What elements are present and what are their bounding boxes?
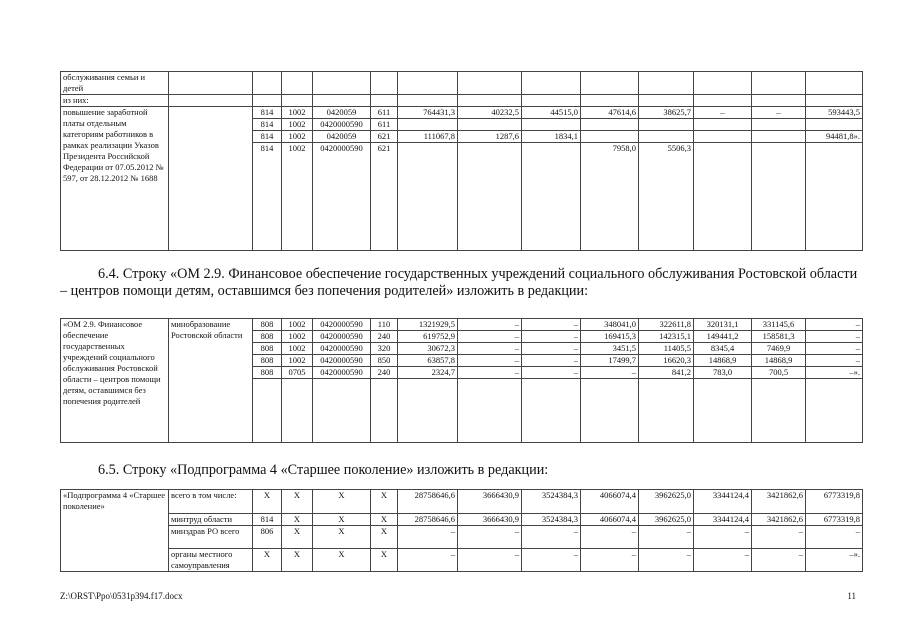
table-cell: – xyxy=(694,549,752,572)
table-cell: – xyxy=(806,319,863,331)
table-subprogram-4 xyxy=(60,489,863,572)
table-cell: 3344124,4 xyxy=(694,514,752,526)
table-cell: – xyxy=(806,355,863,367)
table-cell: 320 xyxy=(371,343,398,355)
sub-label: из них: xyxy=(61,95,169,107)
table-cell: 593443,5 xyxy=(806,107,863,119)
table-cell: X xyxy=(282,526,313,549)
table-om-2-9 xyxy=(60,318,863,443)
table-cell: X xyxy=(371,514,398,526)
table-cell: 111067,8 xyxy=(398,131,458,143)
table-cell: – xyxy=(806,343,863,355)
table-cell: – xyxy=(806,526,863,549)
row-label: «ОМ 2.9. Финансовое обеспечение государственных учреждений социального обслуживания Ростовской области – центров помощи детям, оставшимся без попечения родителей xyxy=(61,319,169,443)
table-cell: – xyxy=(522,526,581,549)
table-cell: X xyxy=(282,514,313,526)
table-cell: 814 xyxy=(253,107,282,119)
table-cell: 3421862,6 xyxy=(752,514,806,526)
table-cell: 6773319,8 xyxy=(806,490,863,514)
table-cell: 783,0 xyxy=(694,367,752,379)
table-cell: 0420000590 xyxy=(313,355,371,367)
table-cell: 28758646,6 xyxy=(398,514,458,526)
table-cell: 7469,9 xyxy=(752,343,806,355)
table-row xyxy=(61,526,863,549)
table-cell: 850 xyxy=(371,355,398,367)
table-cell: 240 xyxy=(371,367,398,379)
table-cell: 348041,0 xyxy=(581,319,639,331)
table-cell: 621 xyxy=(371,131,398,143)
table-cell: – xyxy=(458,319,522,331)
table-cell xyxy=(398,143,458,251)
page-number: 11 xyxy=(847,591,856,601)
table-cell: – xyxy=(581,367,639,379)
row-label: «Подпрограмма 4 «Старшее поколение» xyxy=(61,490,169,572)
table-cell: X xyxy=(313,549,371,572)
table-cell: – xyxy=(458,343,522,355)
table-cell: 0705 xyxy=(282,367,313,379)
table-cell xyxy=(806,119,863,131)
table-cell: 94481,8». xyxy=(806,131,863,143)
table-cell: X xyxy=(282,490,313,514)
table-cell: 14868,9 xyxy=(694,355,752,367)
row-name: органы местного самоуправления xyxy=(169,549,253,572)
table-cell: 619752,9 xyxy=(398,331,458,343)
table-cell: 38625,7 xyxy=(639,107,694,119)
table-cell: 814 xyxy=(253,143,282,251)
table-cell: – xyxy=(458,355,522,367)
table-cell xyxy=(752,143,806,251)
table-cell xyxy=(398,119,458,131)
table-cell: 1002 xyxy=(282,119,313,131)
table-cell: – xyxy=(522,355,581,367)
table-cell: 621 xyxy=(371,143,398,251)
table-cell: 1002 xyxy=(282,331,313,343)
table-cell: 814 xyxy=(253,514,282,526)
table-cell: 0420000590 xyxy=(313,119,371,131)
table-cell: 322611,8 xyxy=(639,319,694,331)
table-cell: 14868,9 xyxy=(752,355,806,367)
table-continuation xyxy=(60,71,863,251)
table-cell: 0420059 xyxy=(313,107,371,119)
table-cell: 814 xyxy=(253,131,282,143)
table-cell xyxy=(806,143,863,251)
table-cell: 6773319,8 xyxy=(806,514,863,526)
row-description: повышение заработной платы отдельным категориям работников в рамках реализации Указов Президента Российской Федерации от 07.05.2012 № 597, от 28.12.2012 № 1688 xyxy=(61,107,169,251)
table-cell: – xyxy=(522,343,581,355)
table-cell: 3524384,3 xyxy=(522,490,581,514)
table-cell: 8345,4 xyxy=(694,343,752,355)
table-cell: – xyxy=(522,331,581,343)
table-cell: – xyxy=(398,526,458,549)
table-cell: – xyxy=(458,549,522,572)
table-cell: 0420059 xyxy=(313,131,371,143)
table-cell xyxy=(694,119,752,131)
table-cell: – xyxy=(752,107,806,119)
table-cell: 0420000590 xyxy=(313,331,371,343)
table-row xyxy=(61,107,863,119)
table-cell: 16620,3 xyxy=(639,355,694,367)
table-row xyxy=(61,319,863,331)
table-cell xyxy=(694,143,752,251)
table-cell: 4066074,4 xyxy=(581,514,639,526)
table-cell: 808 xyxy=(253,355,282,367)
table-cell: X xyxy=(253,490,282,514)
table-cell: 1002 xyxy=(282,319,313,331)
table-cell: 1002 xyxy=(282,355,313,367)
table-cell xyxy=(639,131,694,143)
table-cell: – xyxy=(694,107,752,119)
table-cell: – xyxy=(639,526,694,549)
table-cell: 240 xyxy=(371,331,398,343)
table-row xyxy=(61,490,863,514)
table-cell: X xyxy=(313,490,371,514)
table-cell: X xyxy=(371,526,398,549)
table-cell: 0420000590 xyxy=(313,343,371,355)
table-cell: 28758646,6 xyxy=(398,490,458,514)
table-cell: 808 xyxy=(253,367,282,379)
table-cell xyxy=(522,119,581,131)
table-cell: 110 xyxy=(371,319,398,331)
table-cell: X xyxy=(371,490,398,514)
table-cell: 611 xyxy=(371,119,398,131)
table-cell: 3666430,9 xyxy=(458,490,522,514)
table-cell: – xyxy=(694,526,752,549)
table-cell: – xyxy=(639,549,694,572)
table-cell: 700,5 xyxy=(752,367,806,379)
table-cell: 3524384,3 xyxy=(522,514,581,526)
table-cell: 0420000590 xyxy=(313,143,371,251)
table-cell: 1321929,5 xyxy=(398,319,458,331)
row-name: минздрав РО всего xyxy=(169,526,253,549)
table-cell xyxy=(458,119,522,131)
table-cell: 142315,1 xyxy=(639,331,694,343)
table-cell: 1834,1 xyxy=(522,131,581,143)
table-cell: – xyxy=(398,549,458,572)
table-cell: –». xyxy=(806,549,863,572)
table-cell: –». xyxy=(806,367,863,379)
table-cell: – xyxy=(806,331,863,343)
table-cell: 63857,8 xyxy=(398,355,458,367)
table-cell: 1002 xyxy=(282,107,313,119)
table-cell: X xyxy=(313,514,371,526)
table-cell: 3962625,0 xyxy=(639,490,694,514)
row-name: всего в том числе: xyxy=(169,490,253,514)
table-cell: 2324,7 xyxy=(398,367,458,379)
table-cell: 47614,6 xyxy=(581,107,639,119)
section-heading-6-5: 6.5. Строку «Подпрограмма 4 «Старшее поколение» изложить в редакции: xyxy=(98,462,549,478)
table-cell: – xyxy=(581,549,639,572)
table-cell: – xyxy=(522,367,581,379)
table-cell: 40232,5 xyxy=(458,107,522,119)
table-cell: 0420000590 xyxy=(313,319,371,331)
table-cell: 1002 xyxy=(282,131,313,143)
table-cell xyxy=(522,143,581,251)
row-label: обслуживания семьи и детей xyxy=(61,72,169,95)
table-cell: X xyxy=(371,549,398,572)
responsible-org: минобразование Ростовской области xyxy=(169,319,253,443)
table-cell: 3451,5 xyxy=(581,343,639,355)
table-cell: 1002 xyxy=(282,143,313,251)
table-cell: 7958,0 xyxy=(581,143,639,251)
table-cell: 4066074,4 xyxy=(581,490,639,514)
table-row xyxy=(61,549,863,572)
table-cell: 149441,2 xyxy=(694,331,752,343)
table-cell: – xyxy=(458,367,522,379)
table-cell xyxy=(752,131,806,143)
table-cell: 3962625,0 xyxy=(639,514,694,526)
table-cell: – xyxy=(458,331,522,343)
table-cell: X xyxy=(282,549,313,572)
table-cell: 806 xyxy=(253,526,282,549)
section-heading-6-4: 6.4. Строку «ОМ 2.9. Финансовое обеспечение государственных учреждений социального обслуживания Ростовской области – центров помощи детям, оставшимся без попечения родителей» изложить в редакции: xyxy=(60,266,858,299)
table-cell: 44515,0 xyxy=(522,107,581,119)
table-cell: 30672,3 xyxy=(398,343,458,355)
table-cell: 1002 xyxy=(282,343,313,355)
table-cell: – xyxy=(581,526,639,549)
table-cell xyxy=(639,119,694,131)
table-cell xyxy=(581,131,639,143)
table-cell: – xyxy=(752,526,806,549)
table-cell: 331145,6 xyxy=(752,319,806,331)
table-cell: 841,2 xyxy=(639,367,694,379)
table-cell: – xyxy=(522,319,581,331)
table-cell: 611 xyxy=(371,107,398,119)
table-cell: 808 xyxy=(253,319,282,331)
table-cell: – xyxy=(522,549,581,572)
row-name: минтруд области xyxy=(169,514,253,526)
table-cell: 169415,3 xyxy=(581,331,639,343)
table-cell: 814 xyxy=(253,119,282,131)
table-cell: 3344124,4 xyxy=(694,490,752,514)
table-cell: 17499,7 xyxy=(581,355,639,367)
table-cell: – xyxy=(458,526,522,549)
table-cell: 764431,3 xyxy=(398,107,458,119)
table-cell: 1287,6 xyxy=(458,131,522,143)
table-cell xyxy=(458,143,522,251)
table-cell: – xyxy=(752,549,806,572)
table-cell xyxy=(694,131,752,143)
table-cell xyxy=(752,119,806,131)
table-cell: 3666430,9 xyxy=(458,514,522,526)
table-cell: 0420000590 xyxy=(313,367,371,379)
table-cell: X xyxy=(253,549,282,572)
table-cell: 158581,3 xyxy=(752,331,806,343)
table-cell xyxy=(581,119,639,131)
table-cell: 808 xyxy=(253,331,282,343)
table-cell: 11405,5 xyxy=(639,343,694,355)
table-cell: 3421862,6 xyxy=(752,490,806,514)
table-cell: 808 xyxy=(253,343,282,355)
footer-file-path: Z:\ORST\Ppo\0531p394.f17.docx xyxy=(60,591,183,601)
table-cell: X xyxy=(313,526,371,549)
table-cell: 5506,3 xyxy=(639,143,694,251)
table-row xyxy=(61,514,863,526)
table-cell: 320131,1 xyxy=(694,319,752,331)
